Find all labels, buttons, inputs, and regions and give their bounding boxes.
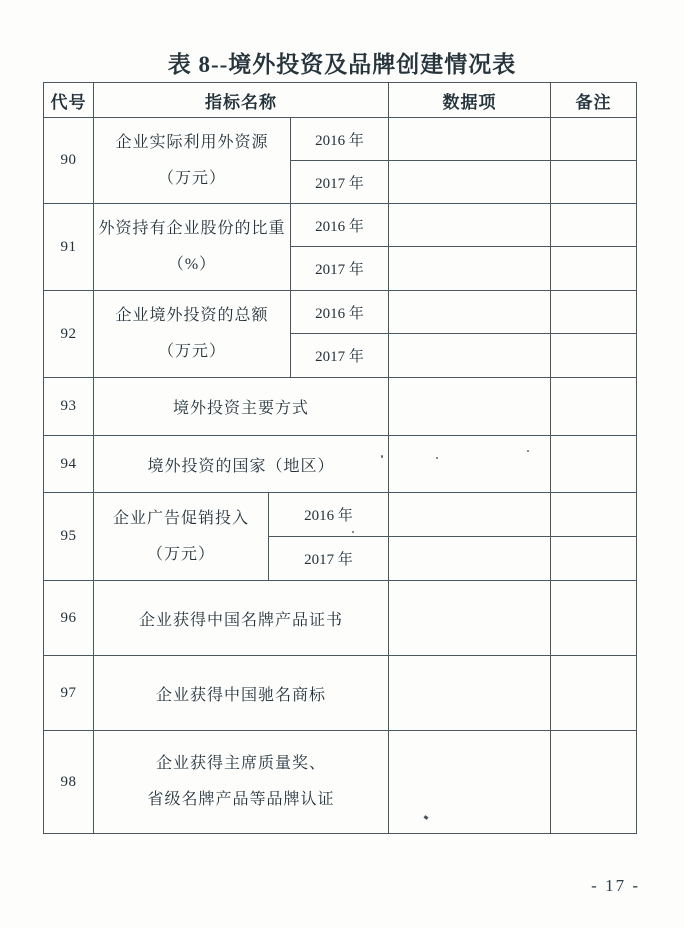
indicator-line-2: （万元）	[146, 545, 215, 563]
indicator-cell	[94, 291, 291, 378]
col-header-code: 代号	[44, 83, 94, 118]
col-header-data-item: 数据项	[389, 83, 551, 118]
indicator-cell: 企业获得中国驰名商标	[94, 656, 389, 731]
year-cell: 2016 年	[291, 204, 389, 247]
scan-speck	[527, 450, 529, 452]
data-item-cell	[389, 161, 551, 204]
year-cell: 2017 年	[291, 161, 389, 204]
indicator-line-1: 企业实际利用外资源	[115, 133, 269, 151]
table-header-row	[44, 83, 637, 118]
remark-cell	[551, 247, 637, 291]
col-header-indicator: 指标名称	[94, 83, 389, 118]
overseas-investment-table	[43, 82, 637, 834]
table-row	[44, 731, 637, 834]
code-cell: 94	[44, 436, 94, 493]
data-item-cell	[389, 656, 551, 731]
indicator-cell	[94, 204, 291, 291]
data-item-cell	[389, 436, 551, 493]
scan-speck	[436, 457, 438, 459]
data-item-cell	[389, 537, 551, 581]
indicator-line-1: 企业获得主席质量奖、	[156, 755, 327, 772]
remark-cell	[551, 493, 637, 537]
indicator-cell	[94, 118, 291, 204]
code-cell: 91	[44, 204, 94, 291]
remark-cell	[551, 731, 637, 834]
indicator-cell	[94, 493, 269, 581]
year-cell: 2017 年	[291, 247, 389, 291]
remark-cell	[551, 656, 637, 731]
remark-cell	[551, 436, 637, 493]
table-row	[44, 581, 637, 656]
code-cell: 96	[44, 581, 94, 656]
indicator-line-2: 省级名牌产品等品牌认证	[147, 791, 335, 808]
table-row	[44, 378, 637, 436]
data-item-cell	[389, 378, 551, 436]
year-cell: 2016 年	[291, 118, 389, 161]
year-cell: 2016 年	[291, 291, 389, 334]
indicator-line-2: （%）	[167, 256, 217, 273]
indicator-cell: 企业获得中国名牌产品证书	[94, 581, 389, 656]
indicator-line-1: 企业广告促销投入	[112, 509, 249, 527]
year-cell: 2017 年	[269, 537, 389, 581]
table-row	[44, 436, 637, 493]
remark-cell	[551, 581, 637, 656]
table-row	[44, 291, 637, 334]
indicator-line-2: （万元）	[157, 343, 226, 360]
remark-cell	[551, 378, 637, 436]
data-item-cell	[389, 291, 551, 334]
remark-cell	[551, 118, 637, 161]
code-cell: 95	[44, 493, 94, 581]
code-cell: 98	[44, 731, 94, 834]
data-item-cell	[389, 118, 551, 161]
page-number: - 17 -	[591, 876, 640, 895]
table-row	[44, 493, 637, 537]
table-row	[44, 118, 637, 161]
data-item-cell	[389, 493, 551, 537]
data-item-cell	[389, 731, 551, 834]
table-row	[44, 204, 637, 247]
year-cell: 2016 年	[269, 493, 389, 537]
indicator-line-1: 外资持有企业股份的比重	[98, 220, 286, 237]
page-title: 表 8--境外投资及品牌创建情况表	[167, 52, 517, 77]
remark-cell	[551, 537, 637, 581]
scan-speck	[381, 455, 383, 458]
indicator-cell: 境外投资主要方式	[94, 378, 389, 436]
data-item-cell	[389, 334, 551, 378]
data-item-cell	[389, 247, 551, 291]
remark-cell	[551, 161, 637, 204]
indicator-cell: 境外投资的国家（地区）	[94, 436, 389, 493]
indicator-line-2: （万元）	[157, 169, 226, 187]
data-item-cell	[389, 204, 551, 247]
code-cell: 90	[44, 118, 94, 204]
code-cell: 93	[44, 378, 94, 436]
table-row	[44, 656, 637, 731]
remark-cell	[551, 334, 637, 378]
indicator-cell	[94, 731, 389, 834]
scan-speck	[352, 531, 354, 533]
code-cell: 97	[44, 656, 94, 731]
code-cell: 92	[44, 291, 94, 378]
col-header-remark: 备注	[551, 83, 637, 118]
data-item-cell	[389, 581, 551, 656]
year-cell: 2017 年	[291, 334, 389, 378]
remark-cell	[551, 291, 637, 334]
indicator-line-1: 企业境外投资的总额	[115, 307, 269, 324]
remark-cell	[551, 204, 637, 247]
